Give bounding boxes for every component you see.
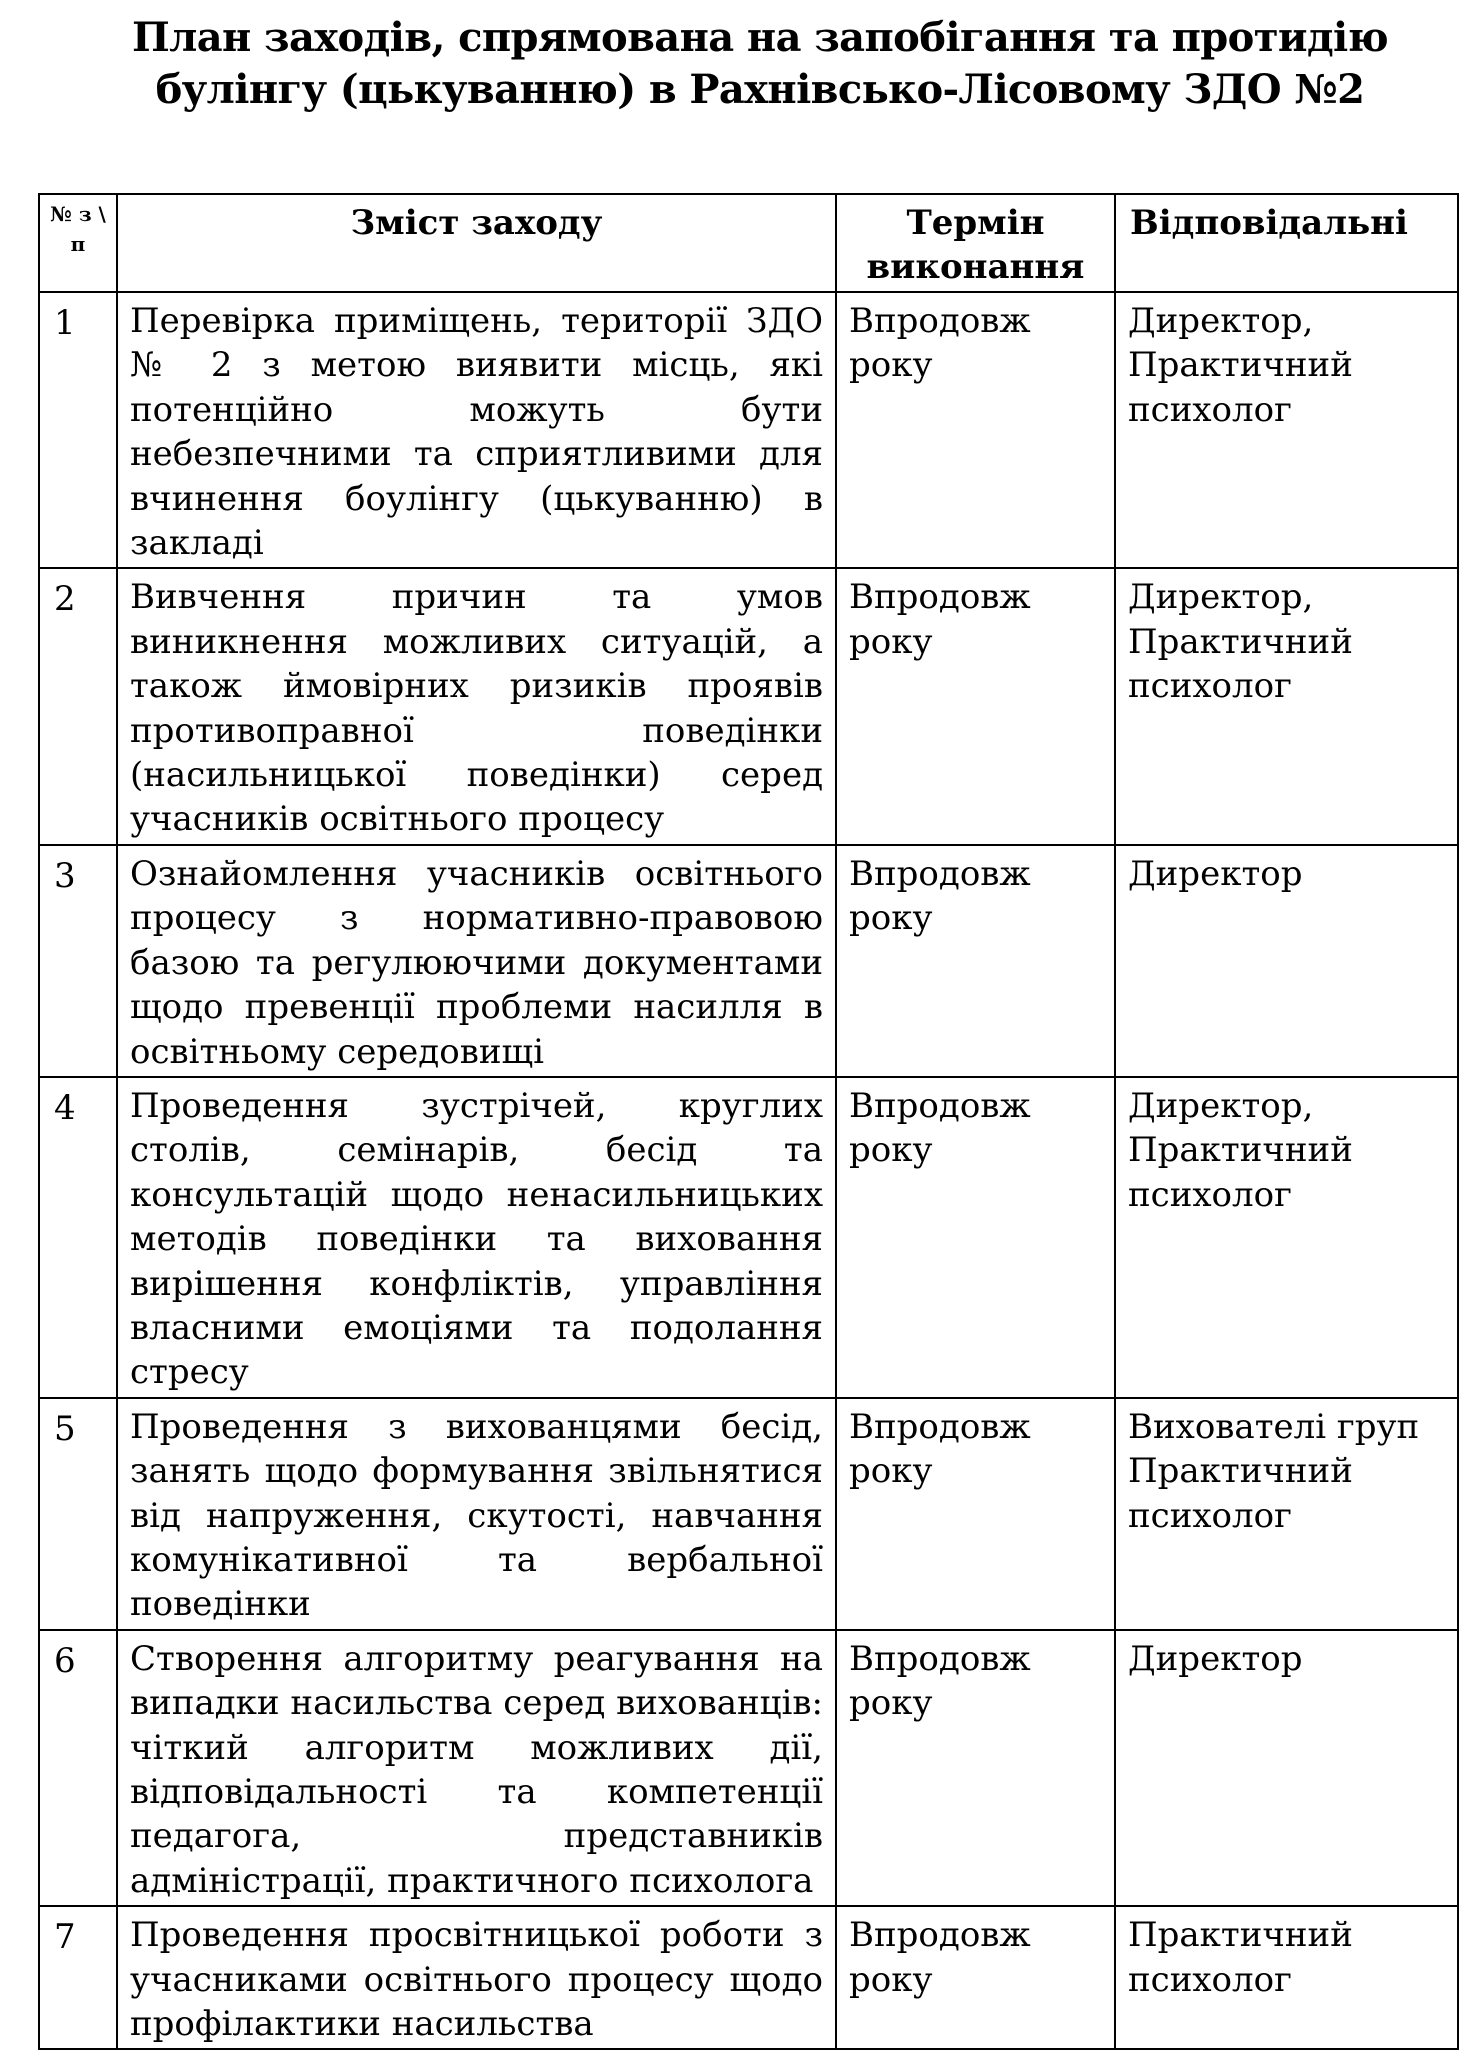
- responsible-line: Практичний: [1128, 1451, 1353, 1492]
- table-row: [39, 568, 1458, 844]
- row-responsible: [1115, 568, 1458, 844]
- row-number: 5: [39, 1398, 117, 1630]
- row-content: Вивчення причин та умов виникнення можливих ситуацій, а також ймовірних ризиків проявів противоправної поведінки (насильницької поведінки) серед учасників освітнього процесу: [117, 568, 836, 844]
- row-term: Впродовж року: [836, 568, 1115, 844]
- row-content: Проведення з вихованцями бесід, занять щодо формування звільнятися від напруження, скутості, навчання комунікативної та вербальної поведінки: [117, 1398, 836, 1630]
- table-row: [39, 1077, 1458, 1398]
- row-responsible: [1115, 845, 1458, 1077]
- header-term: Термін виконання: [836, 194, 1115, 292]
- responsible-line: Директор: [1128, 853, 1303, 894]
- row-responsible: [1115, 1630, 1458, 1906]
- page-title: План заходів, спрямована на запобігання та протидію булінгу (цькуванню) в Рахнівсько-Лісовому ЗДО №2: [131, 14, 1389, 113]
- plan-table: [38, 193, 1459, 2050]
- header-content: Зміст заходу: [117, 194, 836, 292]
- row-content: Створення алгоритму реагування на випадки насильства серед вихованців: чіткий алгоритм можливих дії, відповідальності та компетенції педагога, представників адміністрації, практичного психолога: [117, 1630, 836, 1906]
- row-term: Впродовж року: [836, 845, 1115, 1077]
- table-row: [39, 1630, 1458, 1906]
- responsible-line: психолог: [1128, 1959, 1292, 2000]
- row-responsible: [1115, 292, 1458, 568]
- responsible-line: Директор,: [1128, 1085, 1314, 1126]
- row-content: Перевірка приміщень, території ЗДО № 2 з метою виявити місць, які потенційно можуть бути небезпечними та сприятливими для вчинення боулінгу (цькуванню) в закладі: [117, 292, 836, 568]
- row-content: Проведення просвітницької роботи з учасниками освітнього процесу щодо профілактики насильства: [117, 1906, 836, 2049]
- responsible-line: Директор,: [1128, 577, 1314, 618]
- responsible-line: Вихователі груп: [1128, 1406, 1420, 1447]
- row-number: 3: [39, 845, 117, 1077]
- row-term: Впродовж року: [836, 292, 1115, 568]
- responsible-line: Директор,: [1128, 301, 1314, 341]
- responsible-line: Практичний: [1128, 621, 1353, 662]
- row-number: 1: [39, 292, 117, 568]
- responsible-line: психолог: [1128, 1495, 1292, 1536]
- row-number: 4: [39, 1077, 117, 1398]
- responsible-line: психолог: [1128, 1174, 1292, 1215]
- responsible-line: Практичний: [1128, 1130, 1353, 1171]
- row-term: Впродовж року: [836, 1398, 1115, 1630]
- responsible-line: Практичний: [1128, 345, 1353, 386]
- row-responsible: [1115, 1398, 1458, 1630]
- table-row: [39, 1906, 1458, 2049]
- row-term: Впродовж року: [836, 1906, 1115, 2049]
- responsible-line: психолог: [1128, 666, 1292, 707]
- row-number: 2: [39, 568, 117, 844]
- table-row: [39, 1398, 1458, 1630]
- row-number: 6: [39, 1630, 117, 1906]
- table-row: [39, 292, 1458, 568]
- table-row: [39, 845, 1458, 1077]
- row-content: Ознайомлення учасників освітнього процесу з нормативно-правовою базою та регулюючими документами щодо превенції проблеми насилля в освітньому середовищі: [117, 845, 836, 1077]
- responsible-line: Практичний: [1128, 1915, 1353, 1956]
- header-responsible: Відповідальні: [1115, 194, 1458, 292]
- responsible-line: психолог: [1128, 389, 1292, 430]
- table-header-row: [39, 194, 1458, 292]
- row-responsible: [1115, 1077, 1458, 1398]
- responsible-line: Директор: [1128, 1638, 1303, 1679]
- row-term: Впродовж року: [836, 1630, 1115, 1906]
- row-responsible: [1115, 1906, 1458, 2049]
- header-number: № з \ п: [39, 194, 117, 292]
- row-term: Впродовж року: [836, 1077, 1115, 1398]
- row-number: 7: [39, 1906, 117, 2049]
- row-content: Проведення зустрічей, круглих столів, семінарів, бесід та консультацій щодо ненасильницьких методів поведінки та виховання вирішення конфліктів, управління власними емоціями та подолання стресу: [117, 1077, 836, 1398]
